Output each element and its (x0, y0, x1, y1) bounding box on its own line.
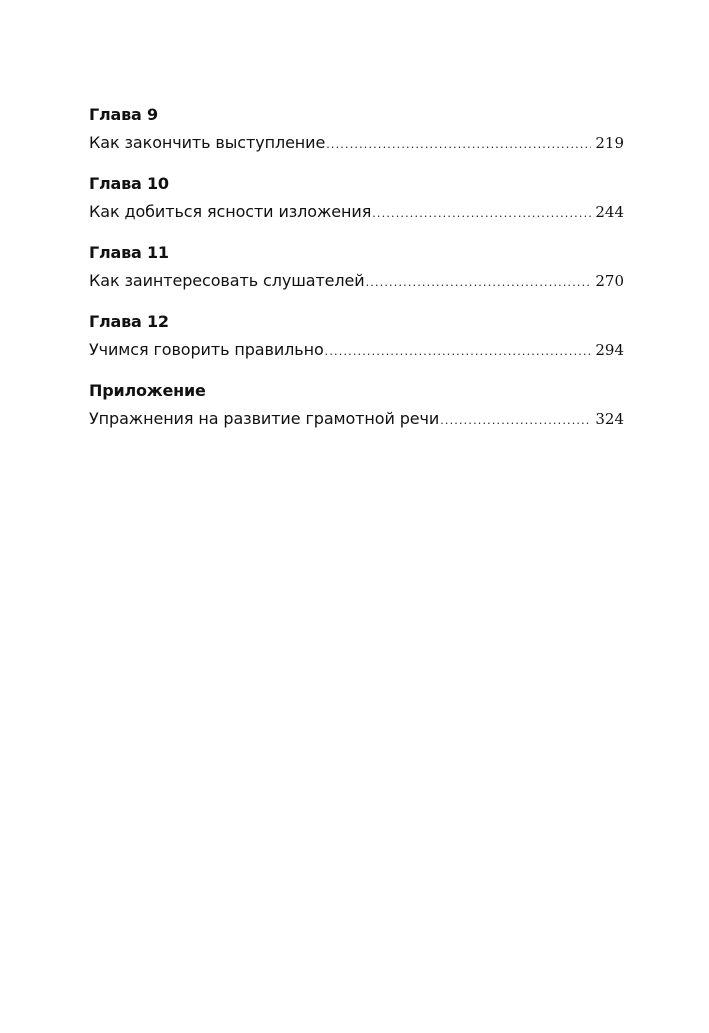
table-of-contents (89, 98, 624, 443)
page-number: 270 (595, 272, 624, 290)
toc-line (89, 268, 624, 294)
chapter-title: Как заинтересовать слушателей (89, 271, 365, 290)
page-number: 294 (595, 341, 624, 359)
toc-entry (89, 305, 624, 374)
toc-entry (89, 236, 624, 305)
toc-line (89, 130, 624, 156)
page-number: 324 (595, 410, 624, 428)
toc-line (89, 199, 624, 225)
chapter-heading: Глава 10 (89, 174, 169, 193)
chapter-heading: Глава 9 (89, 105, 158, 124)
page-number: 244 (595, 203, 624, 221)
page-number: 219 (595, 134, 624, 152)
chapter-heading: Глава 12 (89, 312, 169, 331)
toc-entry (89, 374, 624, 443)
toc-line (89, 337, 624, 363)
dot-leader (372, 201, 591, 227)
chapter-title: Как закончить выступление (89, 133, 326, 152)
chapter-title: Учимся говорить правильно (89, 340, 324, 359)
dot-leader (326, 132, 591, 158)
dot-leader (325, 339, 592, 365)
chapter-title: Как добиться ясности изложения (89, 202, 372, 221)
toc-entry (89, 167, 624, 236)
dot-leader (366, 270, 592, 296)
toc-line (89, 406, 624, 432)
toc-entry (89, 98, 624, 167)
chapter-heading: Глава 11 (89, 243, 169, 262)
appendix-title: Упражнения на развитие грамотной речи (89, 409, 440, 428)
dot-leader (440, 408, 591, 434)
appendix-heading: Приложение (89, 381, 206, 400)
